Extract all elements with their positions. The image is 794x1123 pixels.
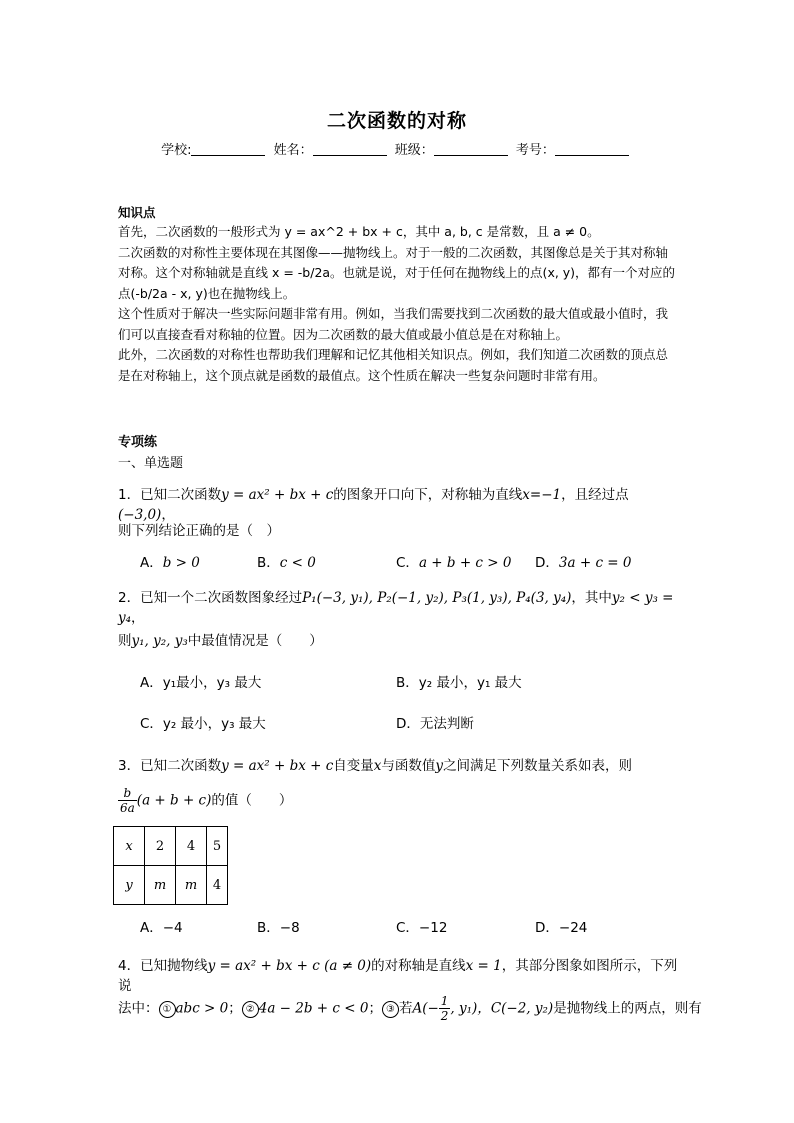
circled-number: ③ bbox=[382, 1001, 399, 1018]
student-info-row bbox=[0, 139, 794, 158]
q3-text: 与函数值 bbox=[381, 758, 436, 774]
section-heading: 一、单选题 bbox=[118, 456, 184, 471]
school-blank bbox=[191, 142, 265, 156]
q1-text: 1．已知二次函数 bbox=[118, 487, 222, 503]
q1-text: ，且经过点 bbox=[561, 487, 629, 503]
q2-option-c: C．y₂ 最小，y₃ 最大 bbox=[140, 716, 266, 732]
option-label: B． bbox=[257, 555, 280, 571]
q4-text: 法中： bbox=[118, 1000, 159, 1017]
q2-points: P₁(−3, y₁), P₂(−1, y₂), P₃(1, y₃), P₄(3, y₄) bbox=[302, 590, 572, 606]
option-label: C． bbox=[396, 555, 419, 571]
fraction-denominator: 2 bbox=[440, 1009, 449, 1023]
option-label: A． bbox=[140, 555, 163, 571]
q4-text: 的对称轴是直线 bbox=[371, 958, 466, 974]
school-label: 学校: bbox=[161, 143, 192, 158]
q1-function: y = ax² + bx + c bbox=[221, 487, 334, 503]
q4-statement-2: 4a − 2b + c < 0 bbox=[258, 1000, 369, 1017]
q1-option-a bbox=[140, 551, 200, 571]
q3-text: 之间满足下列数量关系如表，则 bbox=[443, 758, 633, 774]
question-2-line-1 bbox=[118, 586, 683, 626]
q3-option-d: D．−24 bbox=[535, 920, 588, 936]
q2-text: 则 bbox=[118, 633, 132, 649]
table-cell: 4 bbox=[207, 866, 228, 905]
q2-option-d: D．无法判断 bbox=[396, 716, 474, 732]
name-label: 姓名： bbox=[273, 143, 313, 158]
option-math: 3a + c = 0 bbox=[558, 555, 632, 571]
q4-text: , y₁)， bbox=[450, 1000, 491, 1017]
option-math: c < 0 bbox=[279, 555, 316, 571]
q3-text: 自变量 bbox=[333, 758, 374, 774]
table-cell: 4 bbox=[176, 827, 207, 866]
knowledge-paragraph: 此外，二次函数的对称性也帮助我们理解和记忆其他相关知识点。例如，我们知道二次函数的顶点总是在对称轴上，这个顶点就是函数的最值点。这个性质在解决一些复杂问题时非常有用。 bbox=[118, 347, 669, 383]
q2-condition: y₂ < y₃ = y₄ bbox=[118, 590, 674, 626]
q1-text: 的图象开口向下，对称轴为直线 bbox=[333, 487, 523, 503]
question-3-line-2 bbox=[118, 786, 683, 815]
q2-text: 2．已知一个二次函数图象经过 bbox=[118, 590, 303, 606]
practice-heading: 专项练 bbox=[118, 435, 158, 450]
number-label: 考号： bbox=[515, 143, 555, 158]
q1-axis: x=−1 bbox=[522, 487, 562, 503]
q4-sep: ； bbox=[368, 1000, 382, 1017]
table-cell: x bbox=[114, 827, 145, 866]
knowledge-paragraph: 首先，二次函数的一般形式为 y = ax^2 + bx + c，其中 a, b, c 是常数，且 a ≠ 0。 bbox=[118, 224, 600, 239]
q2-text: 中最值情况是（ ） bbox=[187, 633, 323, 649]
question-3-line-1 bbox=[118, 754, 683, 774]
fraction-numerator: b bbox=[118, 786, 137, 801]
q4-fraction bbox=[439, 994, 451, 1023]
question-2-line-2 bbox=[118, 629, 683, 649]
q3-option-c: C．−12 bbox=[396, 920, 448, 936]
table-cell: 2 bbox=[145, 827, 176, 866]
q4-point-a: A bbox=[412, 1000, 423, 1017]
q1-text: ， bbox=[161, 507, 175, 523]
option-math: a + b + c > 0 bbox=[418, 555, 512, 571]
q4-axis: x = 1 bbox=[465, 958, 502, 974]
q2-option-a: A．y₁最小，y₃ 最大 bbox=[140, 675, 262, 691]
q4-point-c: C(−2, y₂) bbox=[490, 1000, 554, 1017]
q4-text: 若 bbox=[398, 1000, 413, 1017]
class-blank bbox=[434, 142, 508, 156]
q3-value-table bbox=[113, 826, 228, 905]
q3-option-b: B．−8 bbox=[257, 920, 300, 936]
q4-function: y = ax² + bx + c (a ≠ 0) bbox=[207, 958, 372, 974]
q4-text: ，其部分图象如图所示，下列说 bbox=[118, 958, 678, 994]
table-cell: y bbox=[114, 866, 145, 905]
q1-option-d bbox=[535, 551, 631, 571]
q3-text: 3．已知二次函数 bbox=[118, 758, 222, 774]
q3-text: 的值（ ） bbox=[211, 792, 293, 809]
circled-number: ② bbox=[242, 1001, 259, 1018]
q3-var-y: y bbox=[435, 758, 444, 774]
number-blank bbox=[555, 142, 629, 156]
q2-text: ，其中 bbox=[571, 590, 612, 606]
fraction-denominator: 6a bbox=[120, 801, 135, 815]
q4-paren: (− bbox=[422, 1000, 439, 1017]
q4-statement-1: abc > 0 bbox=[175, 1000, 229, 1017]
q3-var-x: x bbox=[373, 758, 382, 774]
table-row bbox=[114, 866, 228, 905]
q3-fraction bbox=[118, 786, 137, 815]
table-cell: 5 bbox=[207, 827, 228, 866]
name-blank bbox=[313, 142, 387, 156]
q3-function: y = ax² + bx + c bbox=[221, 758, 334, 774]
q4-text: 4．已知抛物线 bbox=[118, 958, 208, 974]
q4-text: 是抛物线上的两点，则有 bbox=[553, 1000, 702, 1017]
table-row bbox=[114, 827, 228, 866]
q3-option-a: A．−4 bbox=[140, 920, 183, 936]
knowledge-body bbox=[118, 222, 678, 386]
q2-option-b: B．y₂ 最小，y₁ 最大 bbox=[396, 675, 522, 691]
question-1-line-2: 则下列结论正确的是（ ） bbox=[118, 523, 280, 539]
question-1-line-1 bbox=[118, 483, 683, 523]
q4-sep: ； bbox=[228, 1000, 242, 1017]
table-cell: m bbox=[176, 866, 207, 905]
q1-option-c bbox=[396, 551, 511, 571]
option-label: D． bbox=[535, 555, 559, 571]
knowledge-paragraph: 二次函数的对称性主要体现在其图像——抛物线上。对于一般的二次函数，其图像总是关于其对称轴对称。这个对称轴就是直线 x = -b/2a。也就是说，对于任何在抛物线上的点(x, y)，都有一个对应的点(-b/2a - x, y)也在抛物线上。 bbox=[118, 244, 676, 301]
q1-option-b bbox=[257, 551, 316, 571]
question-4-line-2 bbox=[118, 994, 702, 1023]
page-title: 二次函数的对称 bbox=[326, 110, 467, 132]
q1-point: (−3,0) bbox=[118, 507, 162, 523]
q2-text: ， bbox=[131, 610, 145, 626]
knowledge-heading: 知识点 bbox=[118, 205, 156, 220]
fraction-numerator: 1 bbox=[440, 994, 449, 1008]
circled-number: ① bbox=[159, 1001, 176, 1018]
q3-expression: (a + b + c) bbox=[136, 792, 212, 809]
option-math: b > 0 bbox=[162, 555, 200, 571]
class-label: 班级： bbox=[394, 143, 434, 158]
knowledge-paragraph: 这个性质对于解决一些实际问题非常有用。例如，当我们需要找到二次函数的最大值或最小值时，我们可以直接查看对称轴的位置。因为二次函数的最大值或最小值总是在对称轴上。 bbox=[118, 306, 669, 342]
question-4-line-1 bbox=[118, 954, 683, 994]
table-cell: m bbox=[145, 866, 176, 905]
q2-vars: y₁, y₂, y₃ bbox=[131, 633, 188, 649]
